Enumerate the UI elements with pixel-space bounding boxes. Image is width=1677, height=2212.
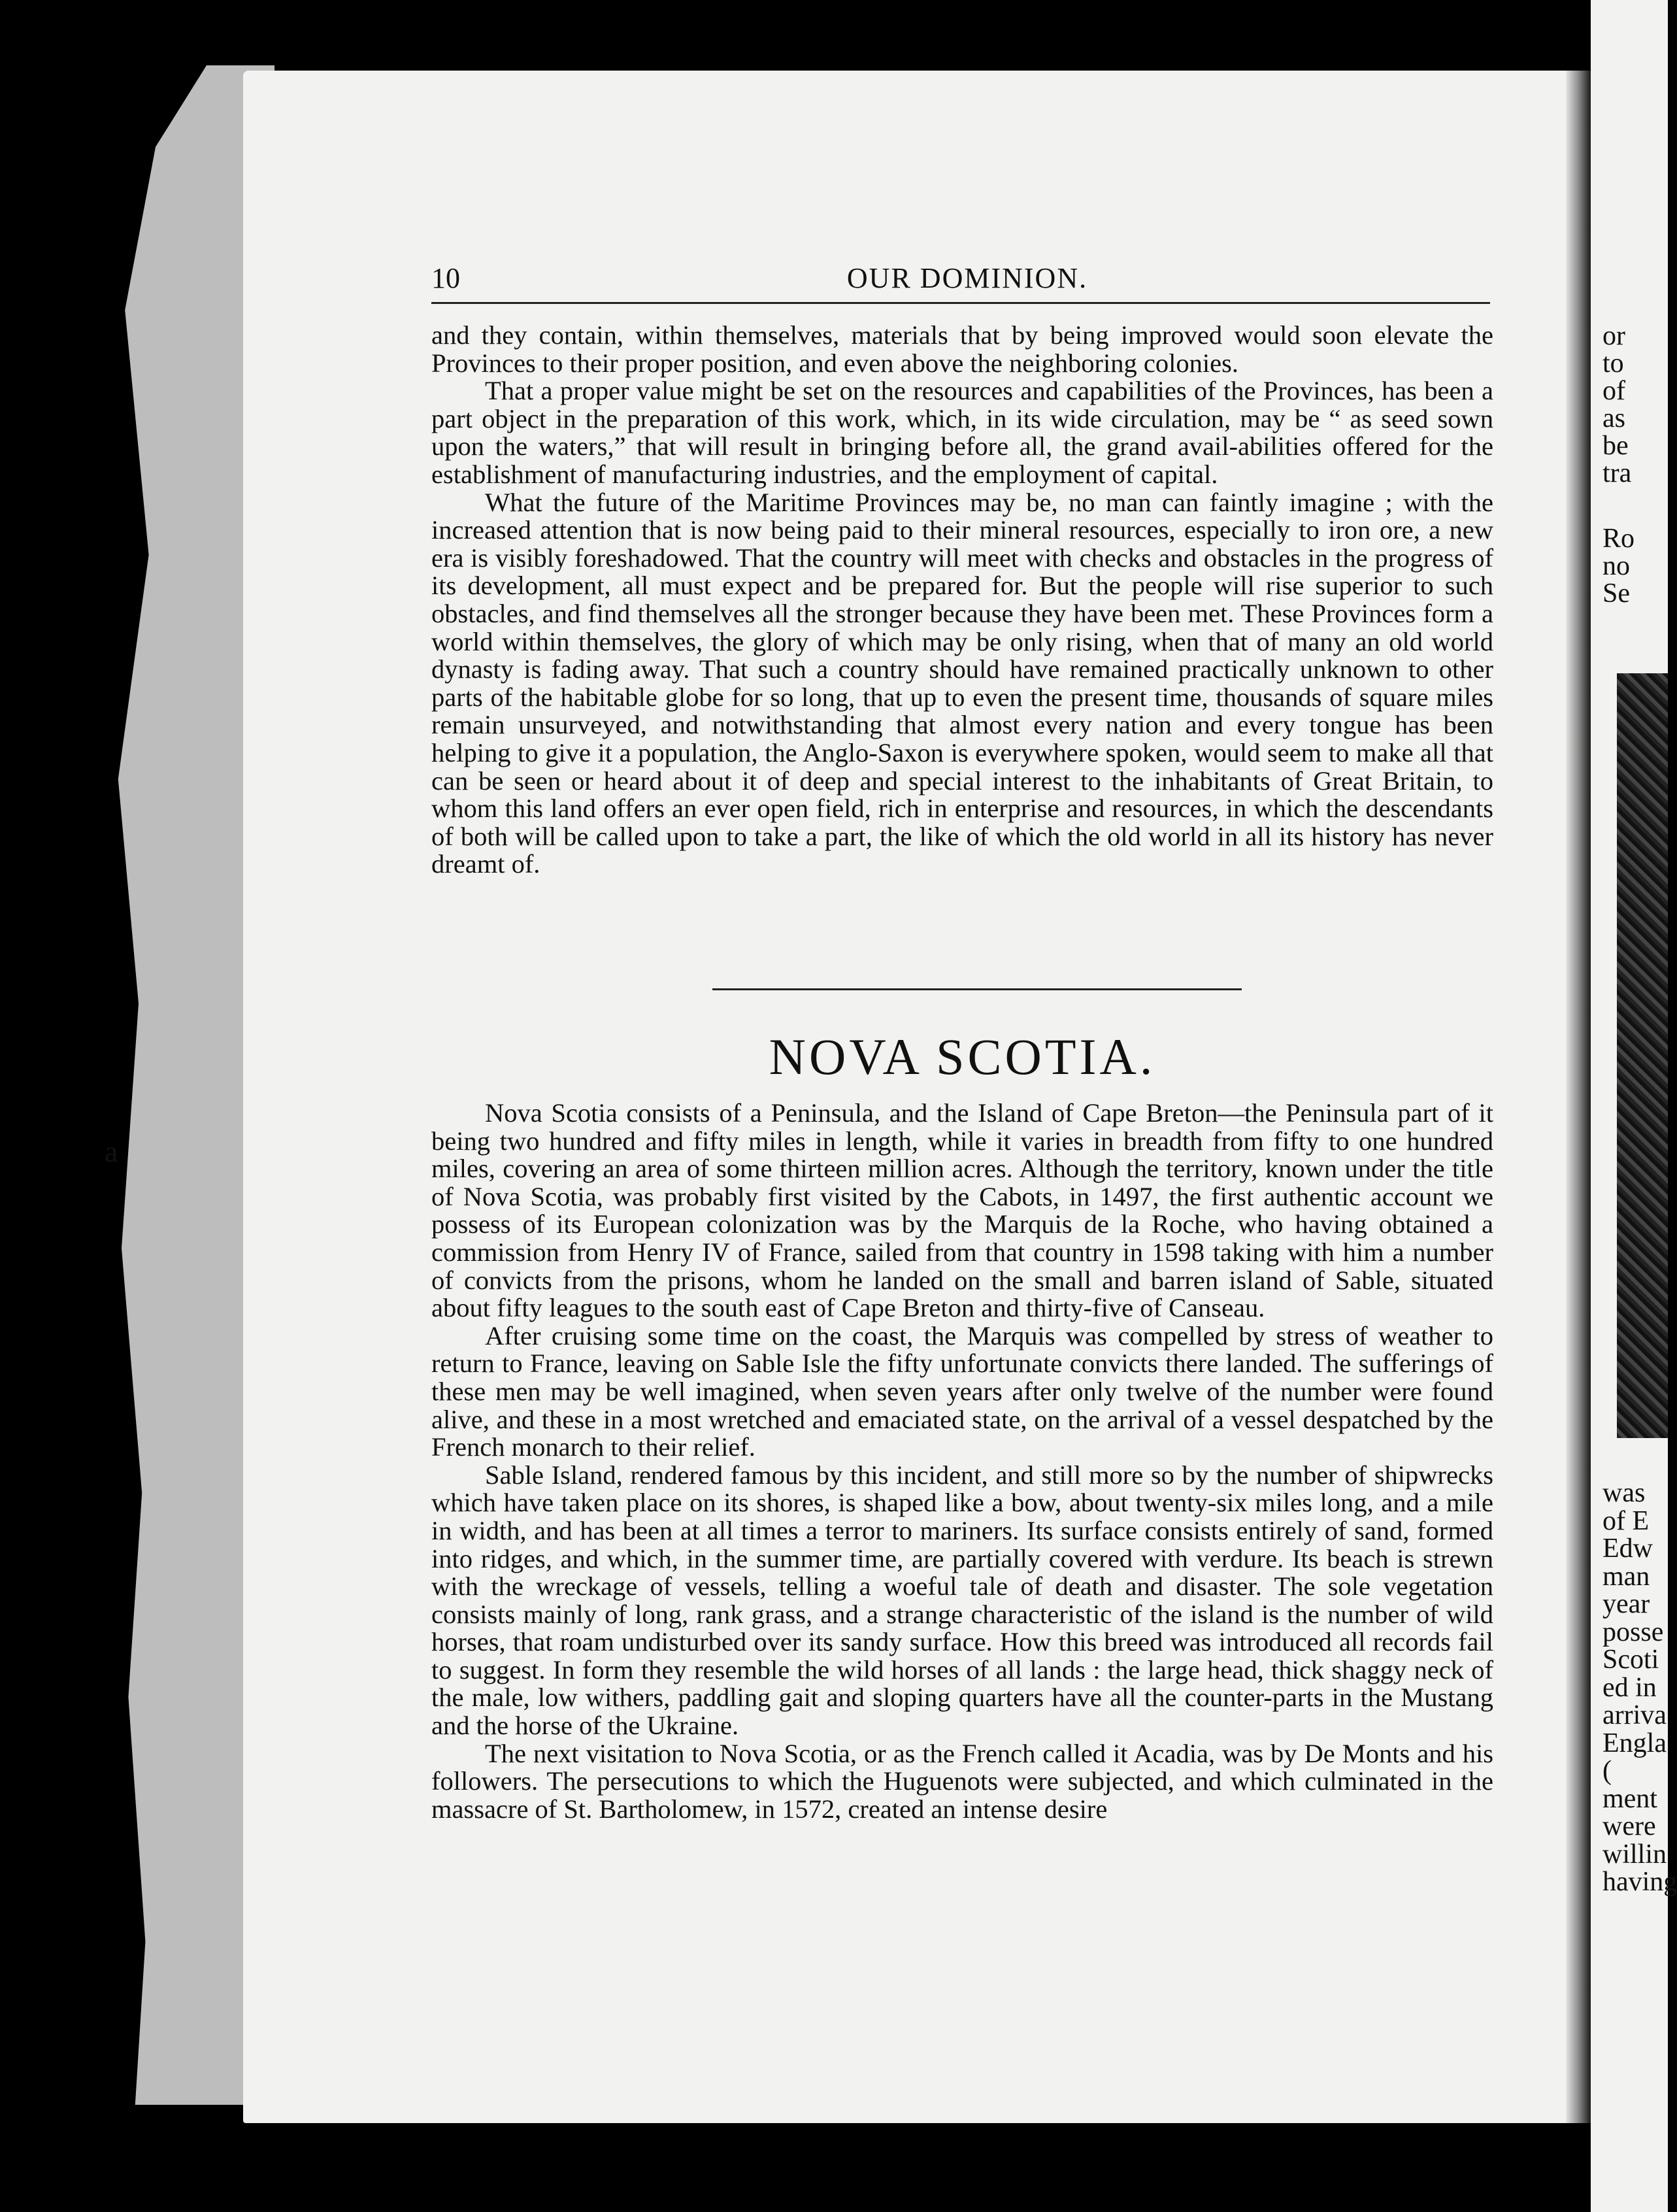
facing-page-word: to — [1602, 348, 1624, 378]
facing-page-word: arriva — [1602, 1700, 1667, 1730]
facing-page-word: was — [1602, 1478, 1646, 1508]
facing-page-word: ( — [1602, 1756, 1612, 1786]
facing-page-word: be — [1602, 431, 1629, 461]
page-header — [431, 261, 1503, 301]
facing-page-fragment — [1591, 0, 1677, 2212]
facing-page-illustration — [1617, 673, 1668, 1438]
facing-page-word: Engla — [1602, 1728, 1667, 1758]
paragraph: What the future of the Maritime Provinces may be, no man can faintly imagine ; with the increased attention that is now being paid to their mineral resources, especially to iron ore, a new era is visibly foreshadowed. That the country will meet with checks and obstacles in the progress of its development, all must expect and be prepared for. But the people will rise superior to such obstacles, and find themselves all the stronger because they have been met. These Provinces form a world within themselves, the glory of which may be only rising, when that of many an old world dynasty is fading away. That such a country should have remained practically unknown to other parts of the habitable globe for so long, that up to even the present time, thousands of square miles remain unsurveyed, and notwithstanding that almost every nation and every tongue has been helping to give it a population, the Anglo-Saxon is everywhere spoken, would seem to make all that can be seen or heard about it of deep and special interest to the inhabitants of Great Britain, to whom this land offers an ever open field, rich in enterprise and resources, in which the descendants of both will be called upon to take a part, the like of which the old world in all its history has never dreamt of. — [431, 487, 1493, 879]
running-title: OUR DOMINION. — [846, 262, 1088, 294]
intro-text — [431, 322, 1493, 879]
facing-page-word: Ro — [1602, 524, 1635, 554]
facing-page-word: or — [1602, 321, 1625, 351]
section-text — [431, 1099, 1493, 1823]
section-title: NOVA SCOTIA. — [769, 1028, 1156, 1085]
facing-page-word: man — [1602, 1561, 1650, 1592]
facing-page-word: ed in — [1602, 1672, 1657, 1703]
paragraph: and they contain, within themselves, materials that by being improved would soon elevate the Provinces to their proper position, and even above the neighboring colonies. — [431, 320, 1493, 378]
header-rule — [431, 302, 1490, 304]
facing-page-word: Se — [1602, 578, 1630, 609]
facing-page-word: tra — [1602, 458, 1632, 488]
facing-page-word: Edw — [1602, 1533, 1653, 1564]
facing-page-word: posse — [1602, 1617, 1664, 1647]
facing-page-word: Scoti — [1602, 1645, 1659, 1675]
facing-page-word: no — [1602, 551, 1630, 581]
section-divider — [712, 988, 1242, 990]
margin-mark: a — [105, 1135, 118, 1168]
paragraph: The next visitation to Nova Scotia, or as the French called it Acadia, was by De Monts and his followers. The persecutions to which the Huguenots were subjected, and which culminated in the massacre of St. Bartholomew, in 1572, created an intense desire — [431, 1738, 1493, 1824]
facing-page-word: as — [1602, 403, 1625, 433]
facing-page-word: of E — [1602, 1505, 1650, 1536]
facing-page-word: having — [1602, 1867, 1677, 1897]
paragraph: Nova Scotia consists of a Peninsula, and the Island of Cape Breton—the Peninsula part of it being two hundred and fifty miles in length, while it varies in breadth from fifty to one hundred miles, covering an area of some thirteen million acres. Although the territory, known under the title of Nova Scotia, was probably first visited by the Cabots, in 1497, the first authentic account we possess of its European colonization was by the Marquis de la Roche, who having obtained a commission from Henry IV of France, sailed from that country in 1598 taking with him a number of convicts from the prisons, whom he landed on the small and barren island of Sable, situated about fifty leagues to the south east of Cape Breton and thirty-five of Canseau. — [431, 1098, 1493, 1323]
facing-page-word: ment — [1602, 1783, 1657, 1814]
facing-page-word: were — [1602, 1811, 1656, 1841]
paragraph: After cruising some time on the coast, the Marquis was compelled by stress of weather to return to France, leaving on Sable Isle the fifty unfortunate convicts there landed. The sufferings of these men may be well imagined, when seven years after only twelve of the number were found alive, and these in a most wretched and emaciated state, on the arrival of a vessel despatched by the French monarch to their relief. — [431, 1320, 1493, 1462]
facing-page-word: willin — [1602, 1839, 1667, 1869]
facing-page-word: of — [1602, 376, 1625, 406]
paragraph: That a proper value might be set on the resources and capabilities of the Provinces, has been a part object in the preparation of this work, which, in its wide circulation, may be “ as seed sown upon the waters,” that will result in bringing before all, the grand avail-abilities offered for the establishment of manufacturing industries, and the employment of capital. — [431, 376, 1493, 489]
facing-page-word: year — [1602, 1589, 1650, 1619]
paragraph: Sable Island, rendered famous by this incident, and still more so by the number of shipwrecks which have taken place on its shores, is shaped like a bow, about twenty-six miles long, and a mile in width, and has been at all times a terror to mariners. Its surface consists entirely of sand, formed into ridges, and which, in the summer time, are partially covered with verdure. Its beach is strewn with the wreckage of vessels, telling a woeful tale of death and disaster. The sole vegetation consists mainly of long, rank grass, and a strange characteristic of the island is the number of wild horses, that roam undisturbed over its sandy surface. How this breed was introduced all records fail to suggest. In form they resemble the wild horses of all lands : the large head, thick shaggy neck of the male, low withers, paddling gait and sloping quarters have all the counter-parts in the Mustang and the horse of the Ukraine. — [431, 1460, 1493, 1741]
page-number: 10 — [431, 262, 460, 294]
page-gutter — [1566, 71, 1591, 2123]
